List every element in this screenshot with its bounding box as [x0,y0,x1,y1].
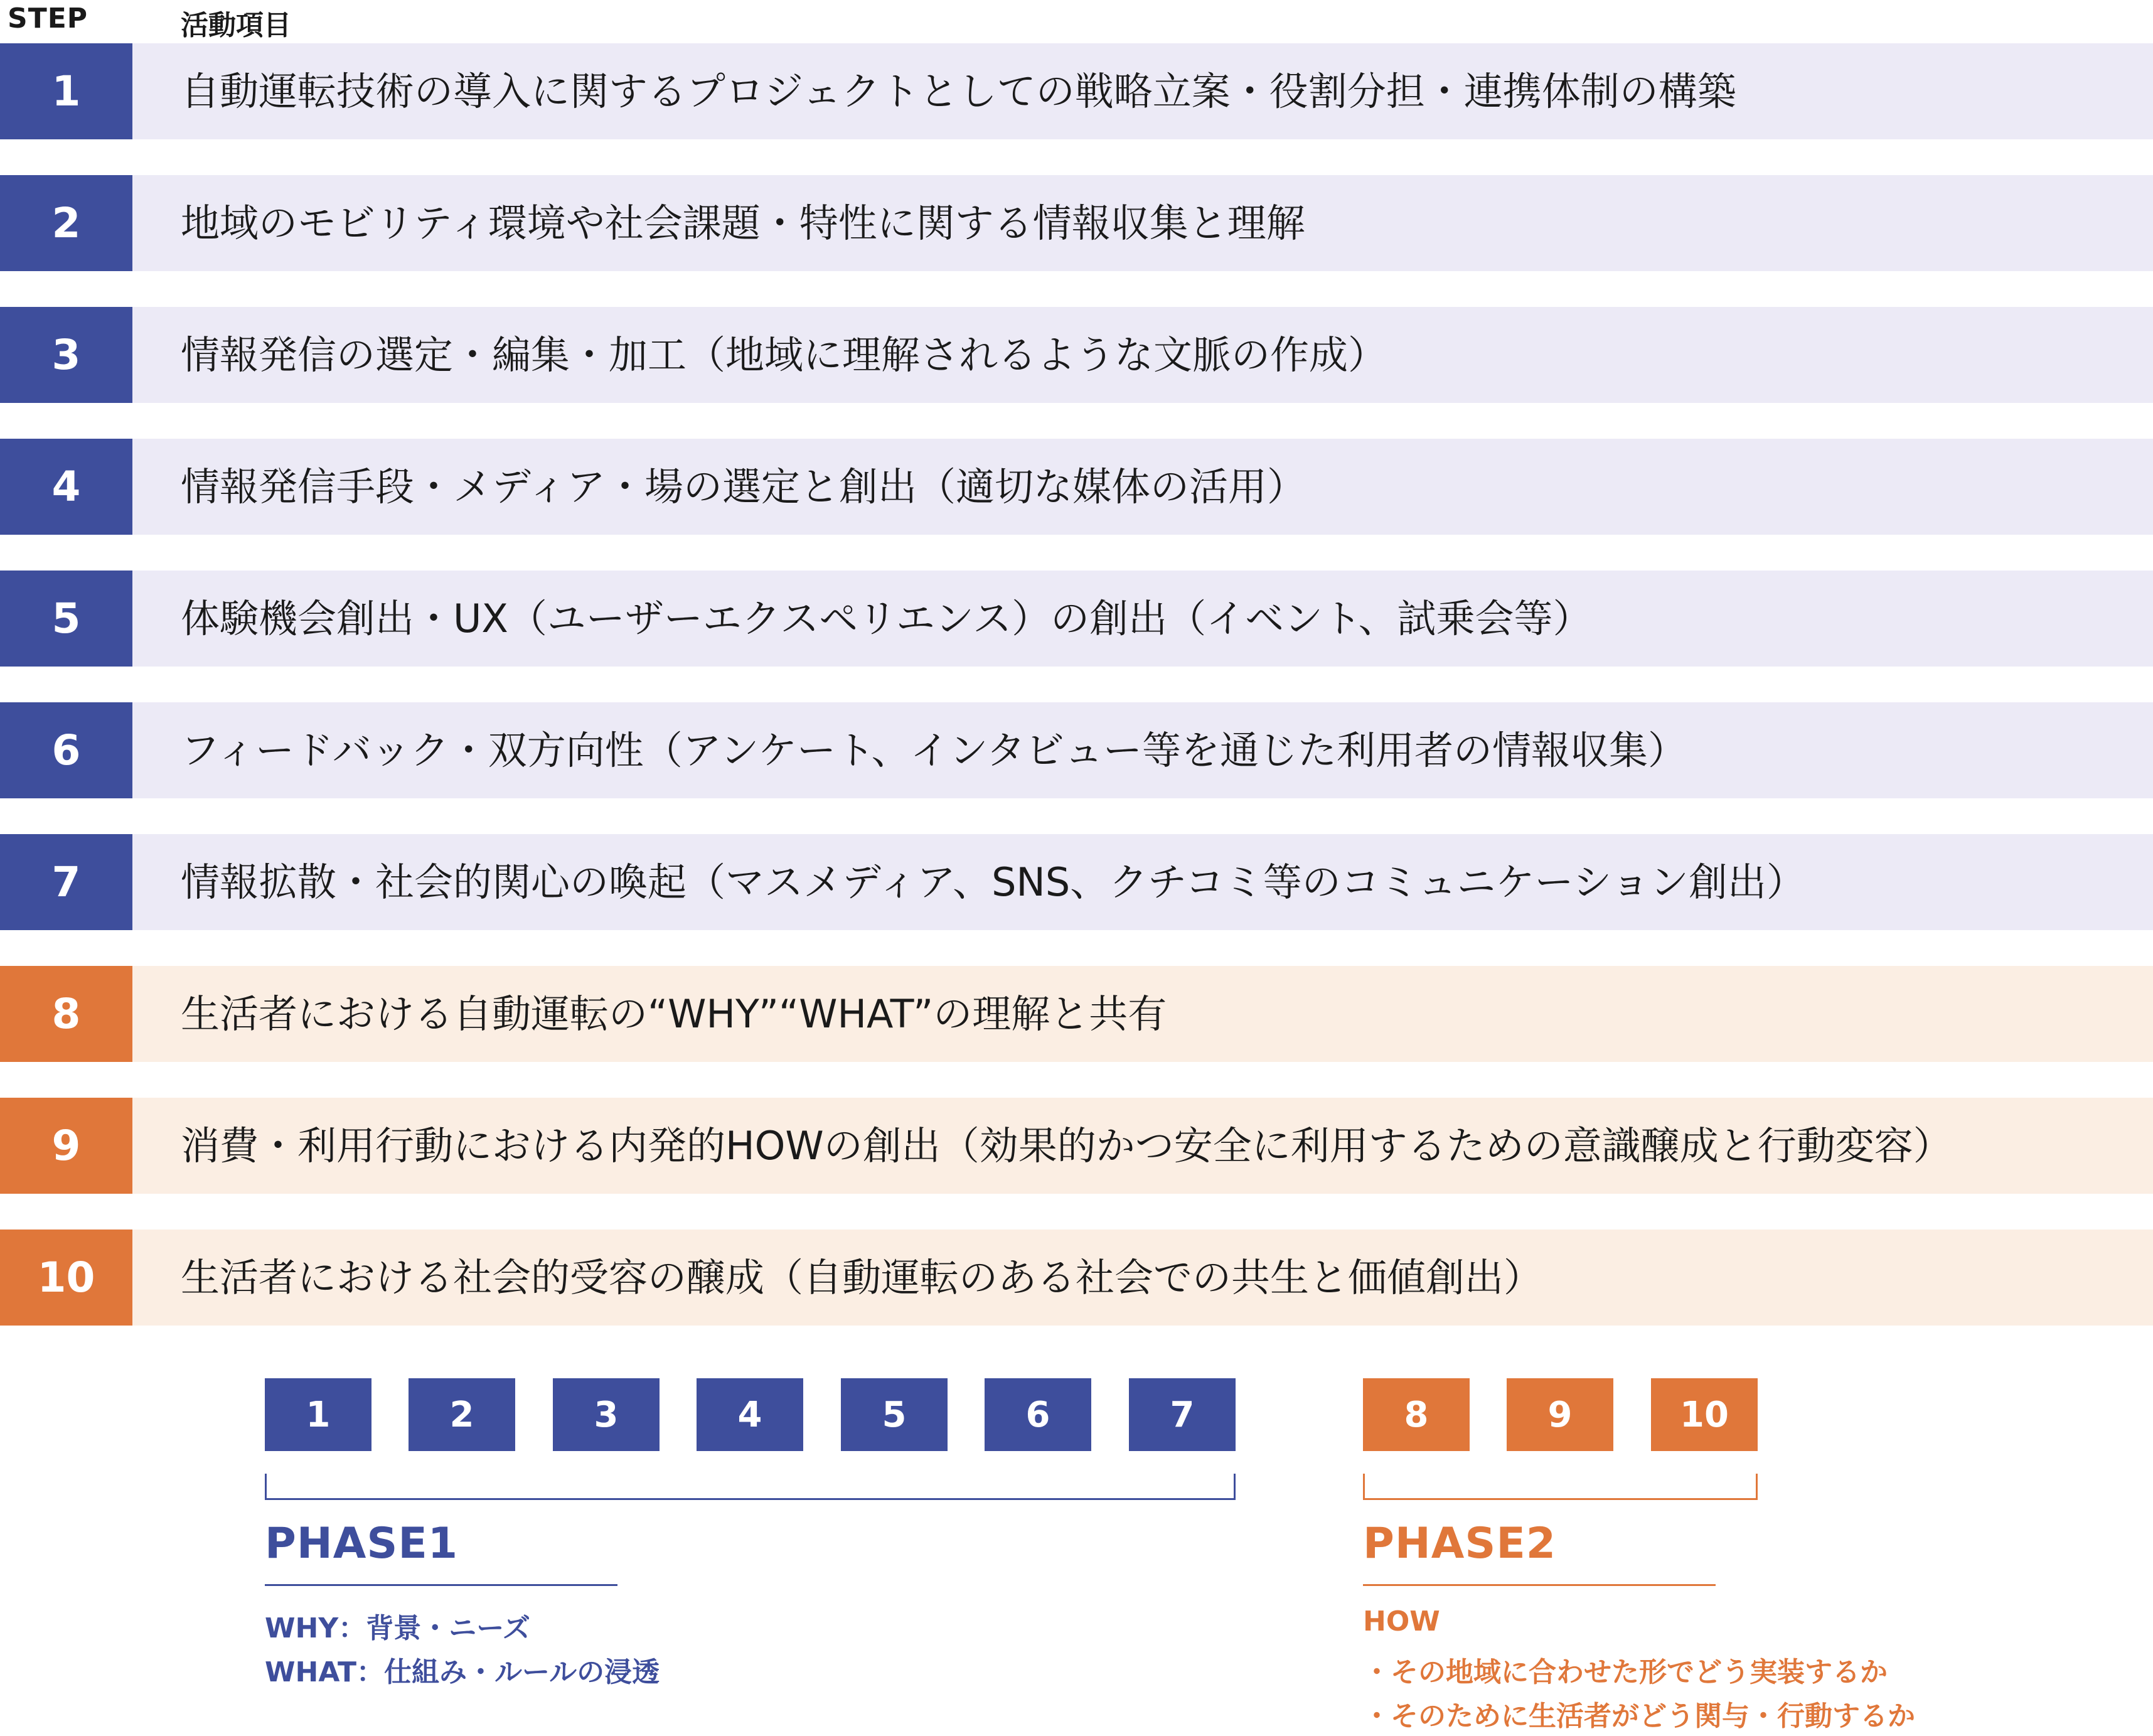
phase1-box-7: 7 [1129,1378,1236,1451]
phase2-title: PHASE2 [1363,1519,1557,1568]
step-text-5: 体験機会創出・UX（ユーザーエクスペリエンス）の創出（イベント、試乗会等） [181,596,1592,641]
step-text-3: 情報発信の選定・編集・加工（地域に理解されるような文脈の作成） [181,332,1387,378]
phase1-box-4: 4 [697,1378,803,1451]
phase1-box-5: 5 [841,1378,948,1451]
step-text-9: 消費・利用行動における内発的HOWの創出（効果的かつ安全に利用するための意識醸成と行動変容） [181,1123,1952,1169]
step-number-2: 2 [0,175,132,271]
step-number-5: 5 [0,571,132,667]
step-row-2 [0,175,2153,271]
step-text-2: 地域のモビリティ環境や社会課題・特性に関する情報収集と理解 [181,200,1305,246]
step-row-5 [0,571,2153,667]
step-column-header: STEP [8,3,88,35]
step-row-6 [0,702,2153,798]
phase2-desc-point-2: ・そのために生活者がどう関与・行動するか [1363,1700,1915,1732]
step-row-8 [0,966,2153,1062]
phase2-box-10: 10 [1651,1378,1758,1451]
phase2-bracket [1363,1474,1758,1500]
step-row-7 [0,834,2153,930]
step-text-4: 情報発信手段・メディア・場の選定と創出（適切な媒体の活用） [181,464,1306,510]
phase1-box-2: 2 [409,1378,515,1451]
step-row-9 [0,1098,2153,1194]
step-number-7: 7 [0,834,132,930]
step-number-8: 8 [0,966,132,1062]
step-number-1: 1 [0,43,132,139]
phase1-box-6: 6 [985,1378,1091,1451]
step-text-8: 生活者における自動運転の“WHY”“WHAT”の理解と共有 [181,991,1167,1037]
step-row-1 [0,43,2153,139]
step-number-6: 6 [0,702,132,798]
step-row-4 [0,439,2153,535]
step-number-3: 3 [0,307,132,403]
phase1-bracket [265,1474,1236,1500]
step-text-10: 生活者における社会的受容の醸成（自動運転のある社会での共生と価値創出） [181,1255,1543,1300]
step-number-10: 10 [0,1230,132,1326]
step-row-3 [0,307,2153,403]
phase2-box-9: 9 [1507,1378,1613,1451]
step-number-9: 9 [0,1098,132,1194]
step-text-7: 情報拡散・社会的関心の喚起（マスメディア、SNS、クチコミ等のコミュニケーション創出） [181,859,1805,905]
phase2-desc-how: HOW [1363,1605,1440,1637]
phase1-desc-what: WHAT：仕組み・ルールの浸透 [265,1656,660,1688]
step-number-4: 4 [0,439,132,535]
phase1-box-1: 1 [265,1378,371,1451]
phase1-title: PHASE1 [265,1519,459,1568]
phase2-underline [1363,1584,1716,1586]
phase1-underline [265,1584,617,1586]
phase1-box-3: 3 [553,1378,660,1451]
step-text-6: フィードバック・双方向性（アンケート、インタビュー等を通じた利用者の情報収集） [181,727,1687,773]
step-text-1: 自動運転技術の導入に関するプロジェクトとしての戦略立案・役割分担・連携体制の構築 [181,68,1736,114]
step-row-10 [0,1230,2153,1326]
phase2-box-8: 8 [1363,1378,1470,1451]
phase1-desc-why: WHY：背景・ニーズ [265,1612,531,1644]
phase2-desc-point-1: ・その地域に合わせた形でどう実装するか [1363,1656,1888,1688]
activity-column-header: 活動項目 [181,9,291,41]
